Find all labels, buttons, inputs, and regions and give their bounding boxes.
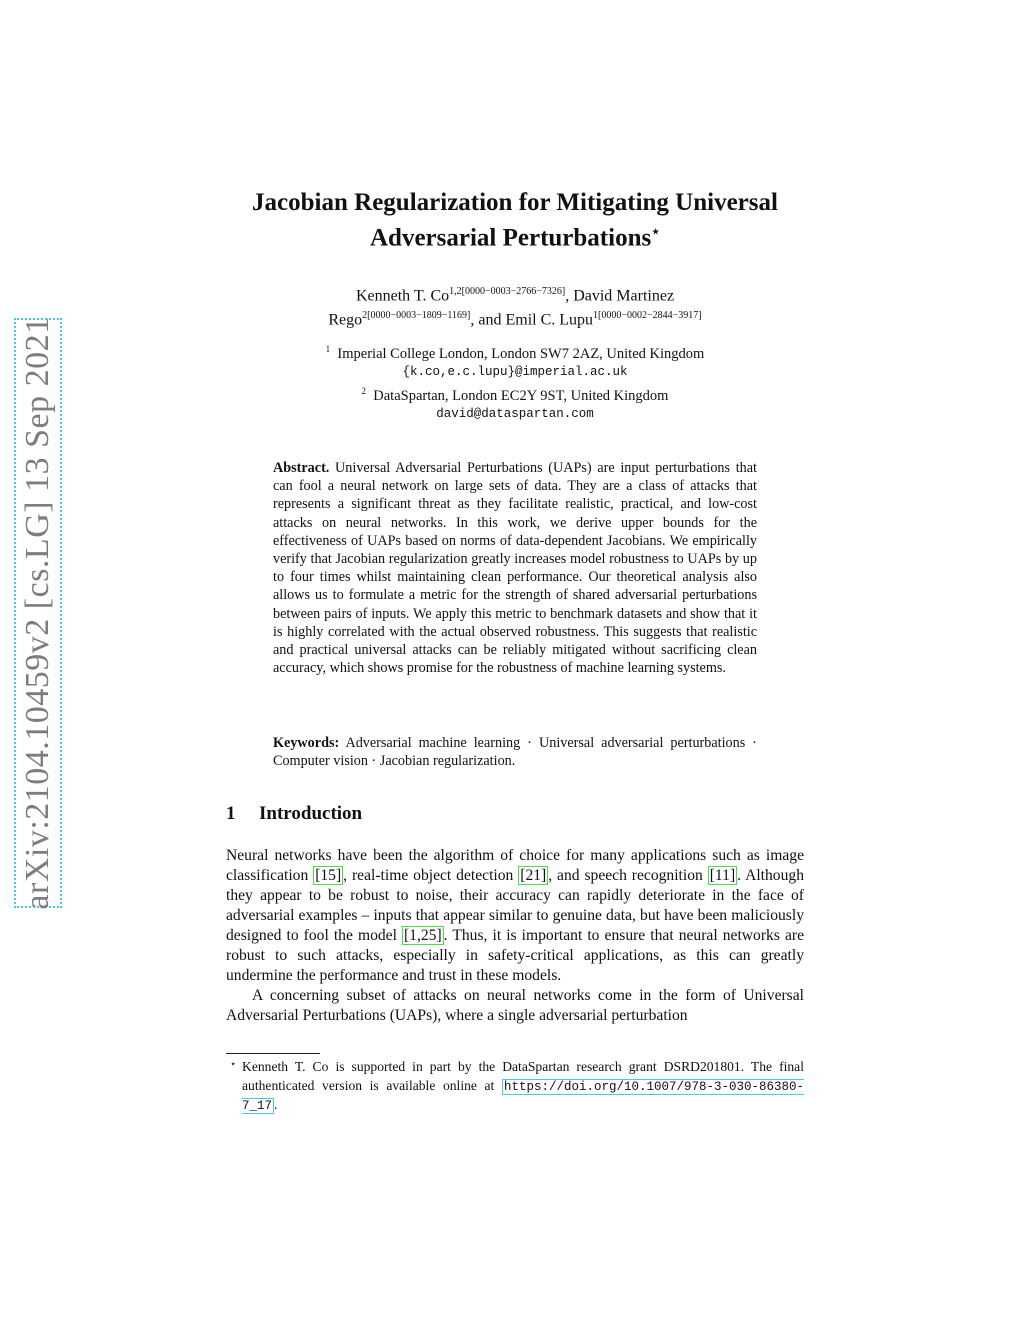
citation-link-15[interactable]: [15] [315, 867, 342, 884]
keywords-label: Keywords: [273, 735, 340, 751]
author-list: Kenneth T. $Co^{1,2[0000-0003-2766-7326]}$, David Martinez Rego$^{2[0000-0003-1809-1169]}$, and Emil C. Lupu$^{1[0000-0002-2844-3917]}$ [328, 286, 702, 329]
intro-text-2: , real-time object detection [343, 867, 519, 884]
author-2-name-part2: Rego [328, 311, 363, 329]
paper-title [180, 188, 850, 253]
abstract-label: Abstract. [273, 460, 330, 476]
section-number: 1 [226, 803, 236, 824]
author-3-name: , and Emil C. Lupu [470, 311, 594, 329]
affiliation-1-text: Imperial College London, London SW7 2AZ, United Kingdom [337, 345, 705, 362]
keywords-text: Adversarial machine learning · Universal adversarial perturbations · Computer vision · Jacobian regularization. [273, 735, 758, 770]
section-title: Introduction [259, 803, 363, 824]
doi-link[interactable]: https://doi.org/10.1007/978-3-030-86380-7_17 [242, 1079, 804, 1113]
title-line-1: Jacobian Regularization for Mitigating Universal [252, 189, 778, 216]
affiliation-2 [230, 382, 800, 405]
keywords [273, 734, 757, 770]
citation-link-11[interactable]: [11] [709, 867, 736, 884]
intro-text-3: , and speech recognition [548, 867, 708, 884]
author-2-name-part1: David Martinez [573, 287, 675, 305]
arxiv-stamp[interactable] [14, 318, 62, 908]
title-footnote-mark: ⋆ [651, 225, 660, 240]
section-heading-introduction [226, 803, 362, 825]
affiliations [230, 340, 800, 424]
author-2-orcid: 2[0000−0003−1809−1169] [362, 310, 471, 322]
footnote-mark: ⋆ [230, 1059, 237, 1070]
author-1-name: Kenneth T. Co [355, 287, 450, 305]
footnote [226, 1058, 804, 1116]
affiliation-1-email: {k.co,e.c.lupu}@imperial.ac.uk [402, 365, 628, 380]
intro-paragraph-2: A concerning subset of attacks on neural networks come in the form of Universal Adversarial Perturbations (UAPs), where a single adversarial perturbation [226, 987, 804, 1024]
intro-text-5: . Thus, it is important to ensure that neural networks are robust to such attacks, especially in safety-critical applications, as this can greatly undermine the performance and trust in these models. [226, 927, 804, 984]
footnote-end: . [274, 1097, 278, 1112]
affiliation-1 [230, 340, 800, 363]
arxiv-identifier: arXiv:2104.10459v2 [cs.LG] 13 Sep 2021 [19, 316, 56, 910]
footnote-text: Kenneth T. Co is supported in part by the DataSpartan research grant DSRD201801. The final authenticated version is available online at [242, 1059, 804, 1093]
introduction-body [226, 846, 804, 1026]
title-line-2: Adversarial Perturbations [370, 224, 652, 252]
intro-text-4: . Although they appear to be robust to noise, their accuracy can rapidly deteriorate in the face of adversarial examples – inputs that appear similar to genuine data, but have been maliciously designed to fool the model [226, 867, 804, 944]
footnote-divider [226, 1053, 320, 1054]
intro-text-1: Neural networks have been the algorithm of choice for many applications such as image classification [226, 847, 804, 884]
affiliation-2-number: 2 [361, 385, 367, 396]
citation-link-1-25[interactable]: [1,25] [403, 927, 442, 944]
author-1-orcid: 1,2[0000−0003−2766−7326] [449, 286, 566, 297]
intro-paragraph-1 [226, 846, 804, 986]
citation-link-21[interactable]: [21] [520, 867, 547, 884]
abstract-text: Universal Adversarial Perturbations (UAPs) are input perturbations that can fool a neural network on large sets of data. They are a class of attacks that represents a significant threat as they facilitate realistic, practical, and low-cost attacks on neural networks. In this work, we derive upper bounds for the effectiveness of UAPs based on norms of data-dependent Jacobians. We empirically verify that Jacobian regularization greatly increases model robustness to UAPs by up to four times whilst maintaining clean performance. Our theoretical analysis also allows us to formulate a metric for the strength of shared adversarial perturbations between pairs of inputs. We apply this metric to benchmark datasets and show that it is highly correlated with the actual observed robustness. This suggests that realistic and practical universal attacks can be reliably mitigated without sacrificing clean accuracy, which shows promise for the robustness of machine learning systems. [273, 460, 757, 677]
affiliation-2-email: david@dataspartan.com [436, 407, 594, 422]
abstract [273, 459, 757, 677]
affiliation-2-text: DataSpartan, London EC2Y 9ST, United Kingdom [373, 387, 669, 404]
author-3-orcid: 1[0000−0002−2844−3917] [593, 310, 702, 322]
affiliation-1-number: 1 [325, 344, 331, 354]
